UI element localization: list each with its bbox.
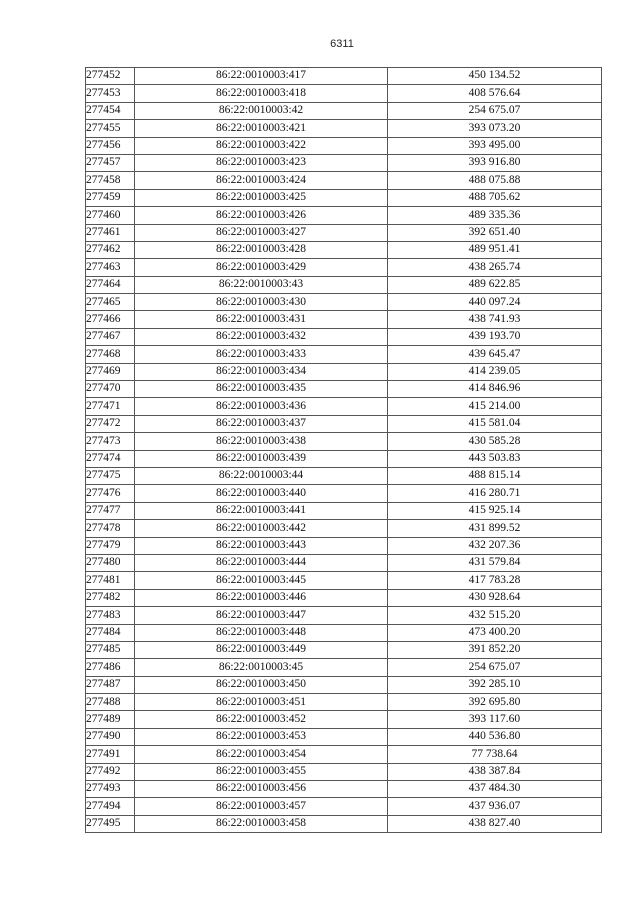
table-row xyxy=(86,241,602,258)
table-row xyxy=(86,624,602,641)
cadastral-value-cell: 393 495.00 xyxy=(388,137,602,154)
cadastral-value-cell: 473 400.20 xyxy=(388,624,602,641)
table-row xyxy=(86,137,602,154)
row-id-cell: 277471 xyxy=(86,398,135,415)
cadastral-number-cell: 86:22:0010003:422 xyxy=(135,137,388,154)
table-row xyxy=(86,328,602,345)
table-row xyxy=(86,815,602,832)
cadastral-number-cell: 86:22:0010003:442 xyxy=(135,520,388,537)
cadastral-value-cell: 415 925.14 xyxy=(388,502,602,519)
cadastral-number-cell: 86:22:0010003:454 xyxy=(135,746,388,763)
cadastral-number-cell: 86:22:0010003:433 xyxy=(135,346,388,363)
cadastral-value-cell: 443 503.83 xyxy=(388,450,602,467)
row-id-cell: 277470 xyxy=(86,381,135,398)
row-id-cell: 277477 xyxy=(86,502,135,519)
row-id-cell: 277485 xyxy=(86,641,135,658)
cadastral-number-cell: 86:22:0010003:447 xyxy=(135,607,388,624)
row-id-cell: 277474 xyxy=(86,450,135,467)
cadastral-value-cell: 438 827.40 xyxy=(388,815,602,832)
cadastral-value-cell: 438 387.84 xyxy=(388,763,602,780)
page-number: 6311 xyxy=(330,38,354,50)
cadastral-number-cell: 86:22:0010003:428 xyxy=(135,241,388,258)
cadastral-number-cell: 86:22:0010003:45 xyxy=(135,659,388,676)
table-row xyxy=(86,363,602,380)
row-id-cell: 277476 xyxy=(86,485,135,502)
table-row xyxy=(86,224,602,241)
row-id-cell: 277457 xyxy=(86,154,135,171)
row-id-cell: 277472 xyxy=(86,415,135,432)
table-row xyxy=(86,381,602,398)
cadastral-value-cell: 430 928.64 xyxy=(388,589,602,606)
row-id-cell: 277463 xyxy=(86,259,135,276)
cadastral-value-cell: 392 695.80 xyxy=(388,694,602,711)
row-id-cell: 277482 xyxy=(86,589,135,606)
cadastral-value-cell: 415 214.00 xyxy=(388,398,602,415)
row-id-cell: 277481 xyxy=(86,572,135,589)
table-row xyxy=(86,607,602,624)
row-id-cell: 277478 xyxy=(86,520,135,537)
cadastral-value-cell: 254 675.07 xyxy=(388,659,602,676)
cadastral-number-cell: 86:22:0010003:443 xyxy=(135,537,388,554)
cadastral-number-cell: 86:22:0010003:457 xyxy=(135,798,388,815)
cadastral-number-cell: 86:22:0010003:436 xyxy=(135,398,388,415)
cadastral-value-cell: 416 280.71 xyxy=(388,485,602,502)
table-body xyxy=(86,68,602,833)
table-row xyxy=(86,346,602,363)
table-row xyxy=(86,276,602,293)
table-row xyxy=(86,572,602,589)
table-row xyxy=(86,711,602,728)
table-row xyxy=(86,433,602,450)
cadastral-number-cell: 86:22:0010003:451 xyxy=(135,694,388,711)
cadastral-number-cell: 86:22:0010003:439 xyxy=(135,450,388,467)
cadastral-value-cell: 489 335.36 xyxy=(388,207,602,224)
cadastral-value-cell: 393 117.60 xyxy=(388,711,602,728)
row-id-cell: 277490 xyxy=(86,728,135,745)
table-row xyxy=(86,154,602,171)
cadastral-number-cell: 86:22:0010003:417 xyxy=(135,68,388,85)
row-id-cell: 277484 xyxy=(86,624,135,641)
cadastral-number-cell: 86:22:0010003:441 xyxy=(135,502,388,519)
row-id-cell: 277479 xyxy=(86,537,135,554)
table-row xyxy=(86,398,602,415)
cadastral-value-cell: 431 579.84 xyxy=(388,554,602,571)
cadastral-value-cell: 439 645.47 xyxy=(388,346,602,363)
row-id-cell: 277491 xyxy=(86,746,135,763)
row-id-cell: 277452 xyxy=(86,68,135,85)
row-id-cell: 277480 xyxy=(86,554,135,571)
table-row xyxy=(86,694,602,711)
cadastral-number-cell: 86:22:0010003:437 xyxy=(135,415,388,432)
table-row xyxy=(86,502,602,519)
cadastral-number-cell: 86:22:0010003:458 xyxy=(135,815,388,832)
cadastral-number-cell: 86:22:0010003:425 xyxy=(135,189,388,206)
cadastral-number-cell: 86:22:0010003:43 xyxy=(135,276,388,293)
row-id-cell: 277489 xyxy=(86,711,135,728)
row-id-cell: 277473 xyxy=(86,433,135,450)
cadastral-number-cell: 86:22:0010003:435 xyxy=(135,381,388,398)
row-id-cell: 277488 xyxy=(86,694,135,711)
cadastral-value-table xyxy=(85,67,602,833)
table-row xyxy=(86,102,602,119)
table-row xyxy=(86,207,602,224)
row-id-cell: 277468 xyxy=(86,346,135,363)
table-row xyxy=(86,763,602,780)
cadastral-number-cell: 86:22:0010003:426 xyxy=(135,207,388,224)
cadastral-number-cell: 86:22:0010003:452 xyxy=(135,711,388,728)
cadastral-value-cell: 437 936.07 xyxy=(388,798,602,815)
row-id-cell: 277456 xyxy=(86,137,135,154)
table-row xyxy=(86,189,602,206)
table-row xyxy=(86,746,602,763)
cadastral-number-cell: 86:22:0010003:429 xyxy=(135,259,388,276)
cadastral-value-cell: 450 134.52 xyxy=(388,68,602,85)
cadastral-value-cell: 417 783.28 xyxy=(388,572,602,589)
cadastral-value-cell: 437 484.30 xyxy=(388,781,602,798)
cadastral-value-cell: 414 846.96 xyxy=(388,381,602,398)
row-id-cell: 277486 xyxy=(86,659,135,676)
row-id-cell: 277453 xyxy=(86,85,135,102)
cadastral-number-cell: 86:22:0010003:434 xyxy=(135,363,388,380)
cadastral-value-cell: 432 515.20 xyxy=(388,607,602,624)
table-row xyxy=(86,120,602,137)
cadastral-value-cell: 392 285.10 xyxy=(388,676,602,693)
row-id-cell: 277466 xyxy=(86,311,135,328)
table-row xyxy=(86,450,602,467)
row-id-cell: 277462 xyxy=(86,241,135,258)
cadastral-number-cell: 86:22:0010003:424 xyxy=(135,172,388,189)
cadastral-value-cell: 440 536.80 xyxy=(388,728,602,745)
row-id-cell: 277467 xyxy=(86,328,135,345)
cadastral-value-cell: 488 815.14 xyxy=(388,467,602,484)
cadastral-value-cell: 489 951.41 xyxy=(388,241,602,258)
cadastral-number-cell: 86:22:0010003:456 xyxy=(135,781,388,798)
cadastral-number-cell: 86:22:0010003:448 xyxy=(135,624,388,641)
cadastral-value-cell: 391 852.20 xyxy=(388,641,602,658)
row-id-cell: 277465 xyxy=(86,294,135,311)
row-id-cell: 277495 xyxy=(86,815,135,832)
table-row xyxy=(86,554,602,571)
row-id-cell: 277454 xyxy=(86,102,135,119)
cadastral-number-cell: 86:22:0010003:445 xyxy=(135,572,388,589)
row-id-cell: 277483 xyxy=(86,607,135,624)
cadastral-value-cell: 488 075.88 xyxy=(388,172,602,189)
cadastral-value-cell: 488 705.62 xyxy=(388,189,602,206)
cadastral-number-cell: 86:22:0010003:446 xyxy=(135,589,388,606)
cadastral-number-cell: 86:22:0010003:449 xyxy=(135,641,388,658)
table-row xyxy=(86,415,602,432)
cadastral-number-cell: 86:22:0010003:423 xyxy=(135,154,388,171)
table-row xyxy=(86,259,602,276)
row-id-cell: 277461 xyxy=(86,224,135,241)
table-row xyxy=(86,294,602,311)
table-row xyxy=(86,485,602,502)
cadastral-value-cell: 408 576.64 xyxy=(388,85,602,102)
row-id-cell: 277487 xyxy=(86,676,135,693)
cadastral-value-cell: 489 622.85 xyxy=(388,276,602,293)
table-row xyxy=(86,467,602,484)
table-row xyxy=(86,728,602,745)
row-id-cell: 277469 xyxy=(86,363,135,380)
cadastral-number-cell: 86:22:0010003:444 xyxy=(135,554,388,571)
row-id-cell: 277494 xyxy=(86,798,135,815)
row-id-cell: 277458 xyxy=(86,172,135,189)
row-id-cell: 277459 xyxy=(86,189,135,206)
row-id-cell: 277492 xyxy=(86,763,135,780)
row-id-cell: 277475 xyxy=(86,467,135,484)
cadastral-value-cell: 414 239.05 xyxy=(388,363,602,380)
table-row xyxy=(86,798,602,815)
cadastral-number-cell: 86:22:0010003:455 xyxy=(135,763,388,780)
row-id-cell: 277460 xyxy=(86,207,135,224)
table-row xyxy=(86,676,602,693)
table-row xyxy=(86,172,602,189)
table-row xyxy=(86,85,602,102)
cadastral-value-cell: 431 899.52 xyxy=(388,520,602,537)
table-row xyxy=(86,659,602,676)
row-id-cell: 277464 xyxy=(86,276,135,293)
cadastral-number-cell: 86:22:0010003:432 xyxy=(135,328,388,345)
cadastral-value-cell: 440 097.24 xyxy=(388,294,602,311)
cadastral-number-cell: 86:22:0010003:42 xyxy=(135,102,388,119)
cadastral-number-cell: 86:22:0010003:430 xyxy=(135,294,388,311)
cadastral-number-cell: 86:22:0010003:421 xyxy=(135,120,388,137)
cadastral-number-cell: 86:22:0010003:450 xyxy=(135,676,388,693)
table-row xyxy=(86,311,602,328)
table-row xyxy=(86,641,602,658)
cadastral-number-cell: 86:22:0010003:427 xyxy=(135,224,388,241)
table-row xyxy=(86,589,602,606)
table-row xyxy=(86,68,602,85)
cadastral-value-cell: 77 738.64 xyxy=(388,746,602,763)
cadastral-number-cell: 86:22:0010003:418 xyxy=(135,85,388,102)
cadastral-value-cell: 393 916.80 xyxy=(388,154,602,171)
table-row xyxy=(86,781,602,798)
cadastral-value-cell: 254 675.07 xyxy=(388,102,602,119)
table-row xyxy=(86,537,602,554)
cadastral-number-cell: 86:22:0010003:438 xyxy=(135,433,388,450)
cadastral-value-cell: 438 741.93 xyxy=(388,311,602,328)
cadastral-number-cell: 86:22:0010003:44 xyxy=(135,467,388,484)
cadastral-value-cell: 438 265.74 xyxy=(388,259,602,276)
cadastral-number-cell: 86:22:0010003:440 xyxy=(135,485,388,502)
cadastral-number-cell: 86:22:0010003:431 xyxy=(135,311,388,328)
cadastral-value-cell: 415 581.04 xyxy=(388,415,602,432)
table-row xyxy=(86,520,602,537)
cadastral-value-cell: 392 651.40 xyxy=(388,224,602,241)
cadastral-value-cell: 439 193.70 xyxy=(388,328,602,345)
row-id-cell: 277493 xyxy=(86,781,135,798)
cadastral-number-cell: 86:22:0010003:453 xyxy=(135,728,388,745)
cadastral-value-cell: 430 585.28 xyxy=(388,433,602,450)
row-id-cell: 277455 xyxy=(86,120,135,137)
cadastral-value-cell: 393 073.20 xyxy=(388,120,602,137)
cadastral-value-cell: 432 207.36 xyxy=(388,537,602,554)
